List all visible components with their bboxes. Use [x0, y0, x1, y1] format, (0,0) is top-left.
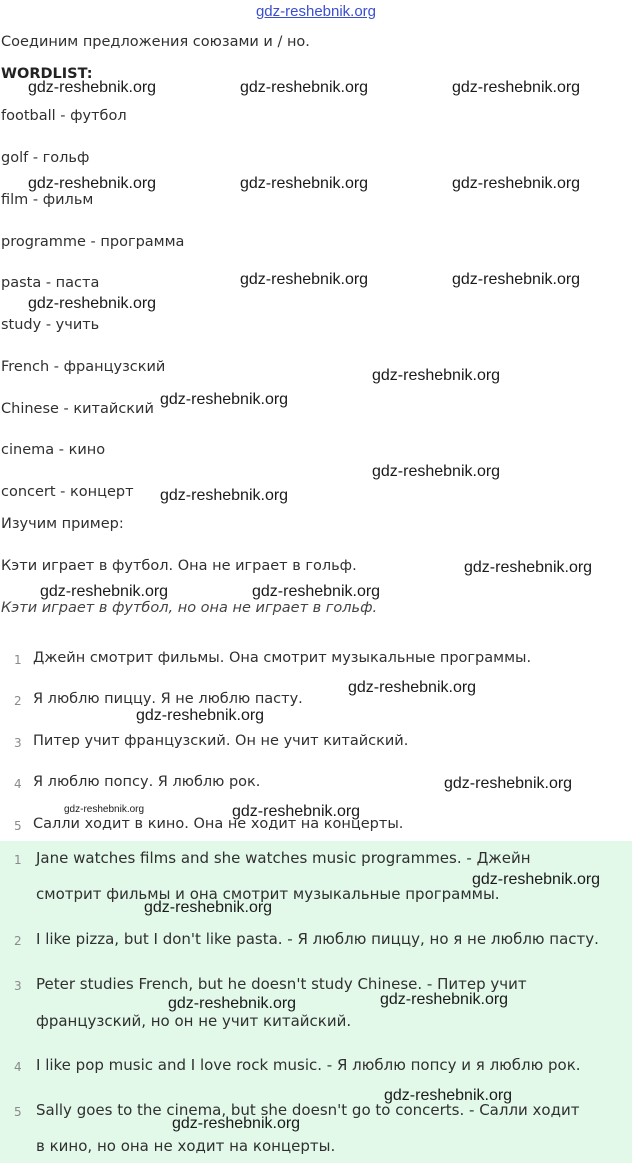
watermark: gdz-reshebnik.org [168, 995, 297, 1012]
watermark: gdz-reshebnik.org [452, 79, 581, 96]
watermark: gdz-reshebnik.org [372, 367, 501, 384]
watermark: gdz-reshebnik.org [372, 463, 501, 480]
wordlist-item: football - футбол [1, 108, 127, 124]
watermark: gdz-reshebnik.org [64, 804, 145, 815]
instruction: Соединим предложения союзами и / но. [1, 34, 310, 50]
question-text: Джейн смотрит фильмы. Она смотрит музыкальные программы. [33, 650, 532, 666]
answer-line: Jane watches films and she watches music programmes. - Джейн [36, 849, 531, 867]
watermark: gdz-reshebnik.org [144, 899, 273, 916]
watermark: gdz-reshebnik.org [464, 559, 593, 576]
answer-number: 3 [14, 979, 22, 993]
watermark: gdz-reshebnik.org [472, 871, 601, 888]
watermark: gdz-reshebnik.org [452, 175, 581, 192]
wordlist-item: study - учить [1, 317, 100, 333]
wordlist-item: cinema - кино [1, 442, 106, 458]
answer-number: 2 [14, 934, 22, 948]
wordlist-item: golf - гольф [1, 150, 90, 166]
watermark: gdz-reshebnik.org [28, 295, 157, 312]
watermark: gdz-reshebnik.org [252, 583, 381, 600]
watermark: gdz-reshebnik.org [380, 991, 509, 1008]
question-number: 5 [14, 819, 22, 833]
watermark: gdz-reshebnik.org [240, 79, 369, 96]
answer-number: 4 [14, 1060, 22, 1074]
question-text: Я люблю попсу. Я люблю рок. [33, 774, 261, 790]
answer-number: 1 [14, 853, 22, 867]
watermark: gdz-reshebnik.org [452, 271, 581, 288]
question-text: Я люблю пиццу. Я не люблю пасту. [33, 691, 303, 707]
wordlist-item: pasta - паста [1, 275, 100, 291]
answer-line: I like pizza, but I don't like pasta. - Я люблю пиццу, но я не люблю пасту. [36, 930, 599, 948]
example-label: Изучим пример: [1, 516, 124, 532]
question-number: 3 [14, 736, 22, 750]
question-number: 4 [14, 777, 22, 791]
wordlist-title: WORDLIST: [1, 66, 93, 82]
watermark: gdz-reshebnik.org [240, 271, 369, 288]
wordlist-item: film - фильм [1, 192, 94, 208]
answer-line: Sally goes to the cinema, but she doesn't go to concerts. - Салли ходит [36, 1101, 580, 1119]
answer-line: Peter studies French, but he doesn't study Chinese. - Питер учит [36, 975, 527, 993]
wordlist-item: Chinese - китайский [1, 401, 154, 417]
watermark: gdz-reshebnik.org [444, 775, 573, 792]
wordlist-item: programme - программа [1, 234, 185, 250]
watermark: gdz-reshebnik.org [172, 1115, 301, 1132]
watermark: gdz-reshebnik.org [40, 583, 169, 600]
watermark: gdz-reshebnik.org [384, 1087, 513, 1104]
answer-number: 5 [14, 1105, 22, 1119]
watermark: gdz-reshebnik.org [28, 175, 157, 192]
wordlist-item: concert - концерт [1, 484, 134, 500]
watermark: gdz-reshebnik.org [240, 175, 369, 192]
answer-line: смотрит фильмы и она смотрит музыкальные программы. [36, 885, 500, 903]
question-text: Салли ходит в кино. Она не ходит на концерты. [33, 816, 404, 832]
watermark: gdz-reshebnik.org [232, 803, 361, 820]
answer-line: французский, но он не учит китайский. [36, 1012, 352, 1030]
watermark: gdz-reshebnik.org [28, 79, 157, 96]
example-sentence: Кэти играет в футбол. Она не играет в гольф. [1, 558, 357, 574]
watermark: gdz-reshebnik.org [160, 391, 289, 408]
question-number: 2 [14, 694, 22, 708]
watermark: gdz-reshebnik.org [136, 707, 265, 724]
watermark: gdz-reshebnik.org [160, 487, 289, 504]
watermark: gdz-reshebnik.org [348, 679, 477, 696]
example-answer: Кэти играет в футбол, но она не играет в гольф. [1, 600, 378, 616]
question-number: 1 [14, 653, 22, 667]
answer-line: I like pop music and I love rock music. - Я люблю попсу и я люблю рок. [36, 1056, 581, 1074]
answer-line: в кино, но она не ходит на концерты. [36, 1137, 336, 1155]
question-text: Питер учит французский. Он не учит китайский. [33, 733, 409, 749]
site-header-link[interactable]: gdz-reshebnik.org [255, 3, 377, 20]
wordlist-item: French - французский [1, 359, 166, 375]
